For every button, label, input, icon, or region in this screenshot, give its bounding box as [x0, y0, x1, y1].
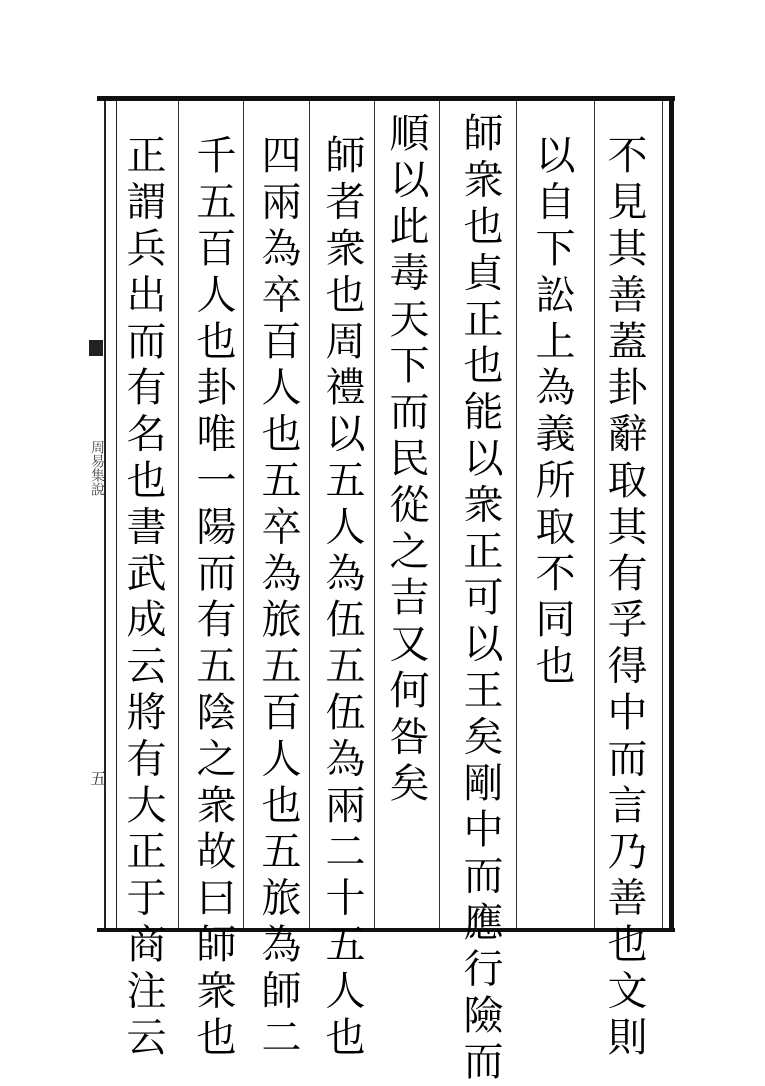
column-rule [374, 101, 375, 928]
fish-tail-mark [89, 340, 103, 356]
frame-top-border [97, 96, 675, 101]
margin-page-number: 五 [88, 770, 107, 786]
gutter-divider [104, 101, 106, 928]
column-rule [243, 101, 244, 928]
text-column-6: 四兩為卒百人也五卒為旅五百人也五旅為師二 [255, 134, 301, 1062]
text-column-1: 不見其善蓋卦辭取其有孚得中而言乃善也文則 [601, 134, 647, 1062]
text-column-2: 以自下訟上為義所取不同也 [529, 134, 575, 691]
column-rule [516, 101, 517, 928]
frame-inner-right-border [662, 101, 663, 928]
text-column-3: 師衆也貞正也能以衆正可以王矣剛中而應行險而 [457, 112, 503, 1086]
gutter-divider-inner [116, 101, 117, 928]
column-rule [594, 101, 595, 928]
frame-bottom-border [97, 928, 675, 932]
margin-title: 周易集說 [89, 440, 105, 496]
text-column-7: 千五百人也卦唯一陽而有五陰之衆故曰師衆也 [190, 134, 236, 1062]
column-rule [309, 101, 310, 928]
text-column-4: 順以此毒天下而民從之吉又何咎矣 [383, 112, 429, 808]
frame-right-border [669, 96, 674, 932]
column-rule [439, 101, 440, 928]
column-rule [178, 101, 179, 928]
text-column-8: 正謂兵出而有名也書武成云將有大正于商注云 [120, 134, 166, 1062]
text-column-5: 師者衆也周禮以五人為伍五伍為兩二十五人也 [319, 134, 365, 1062]
